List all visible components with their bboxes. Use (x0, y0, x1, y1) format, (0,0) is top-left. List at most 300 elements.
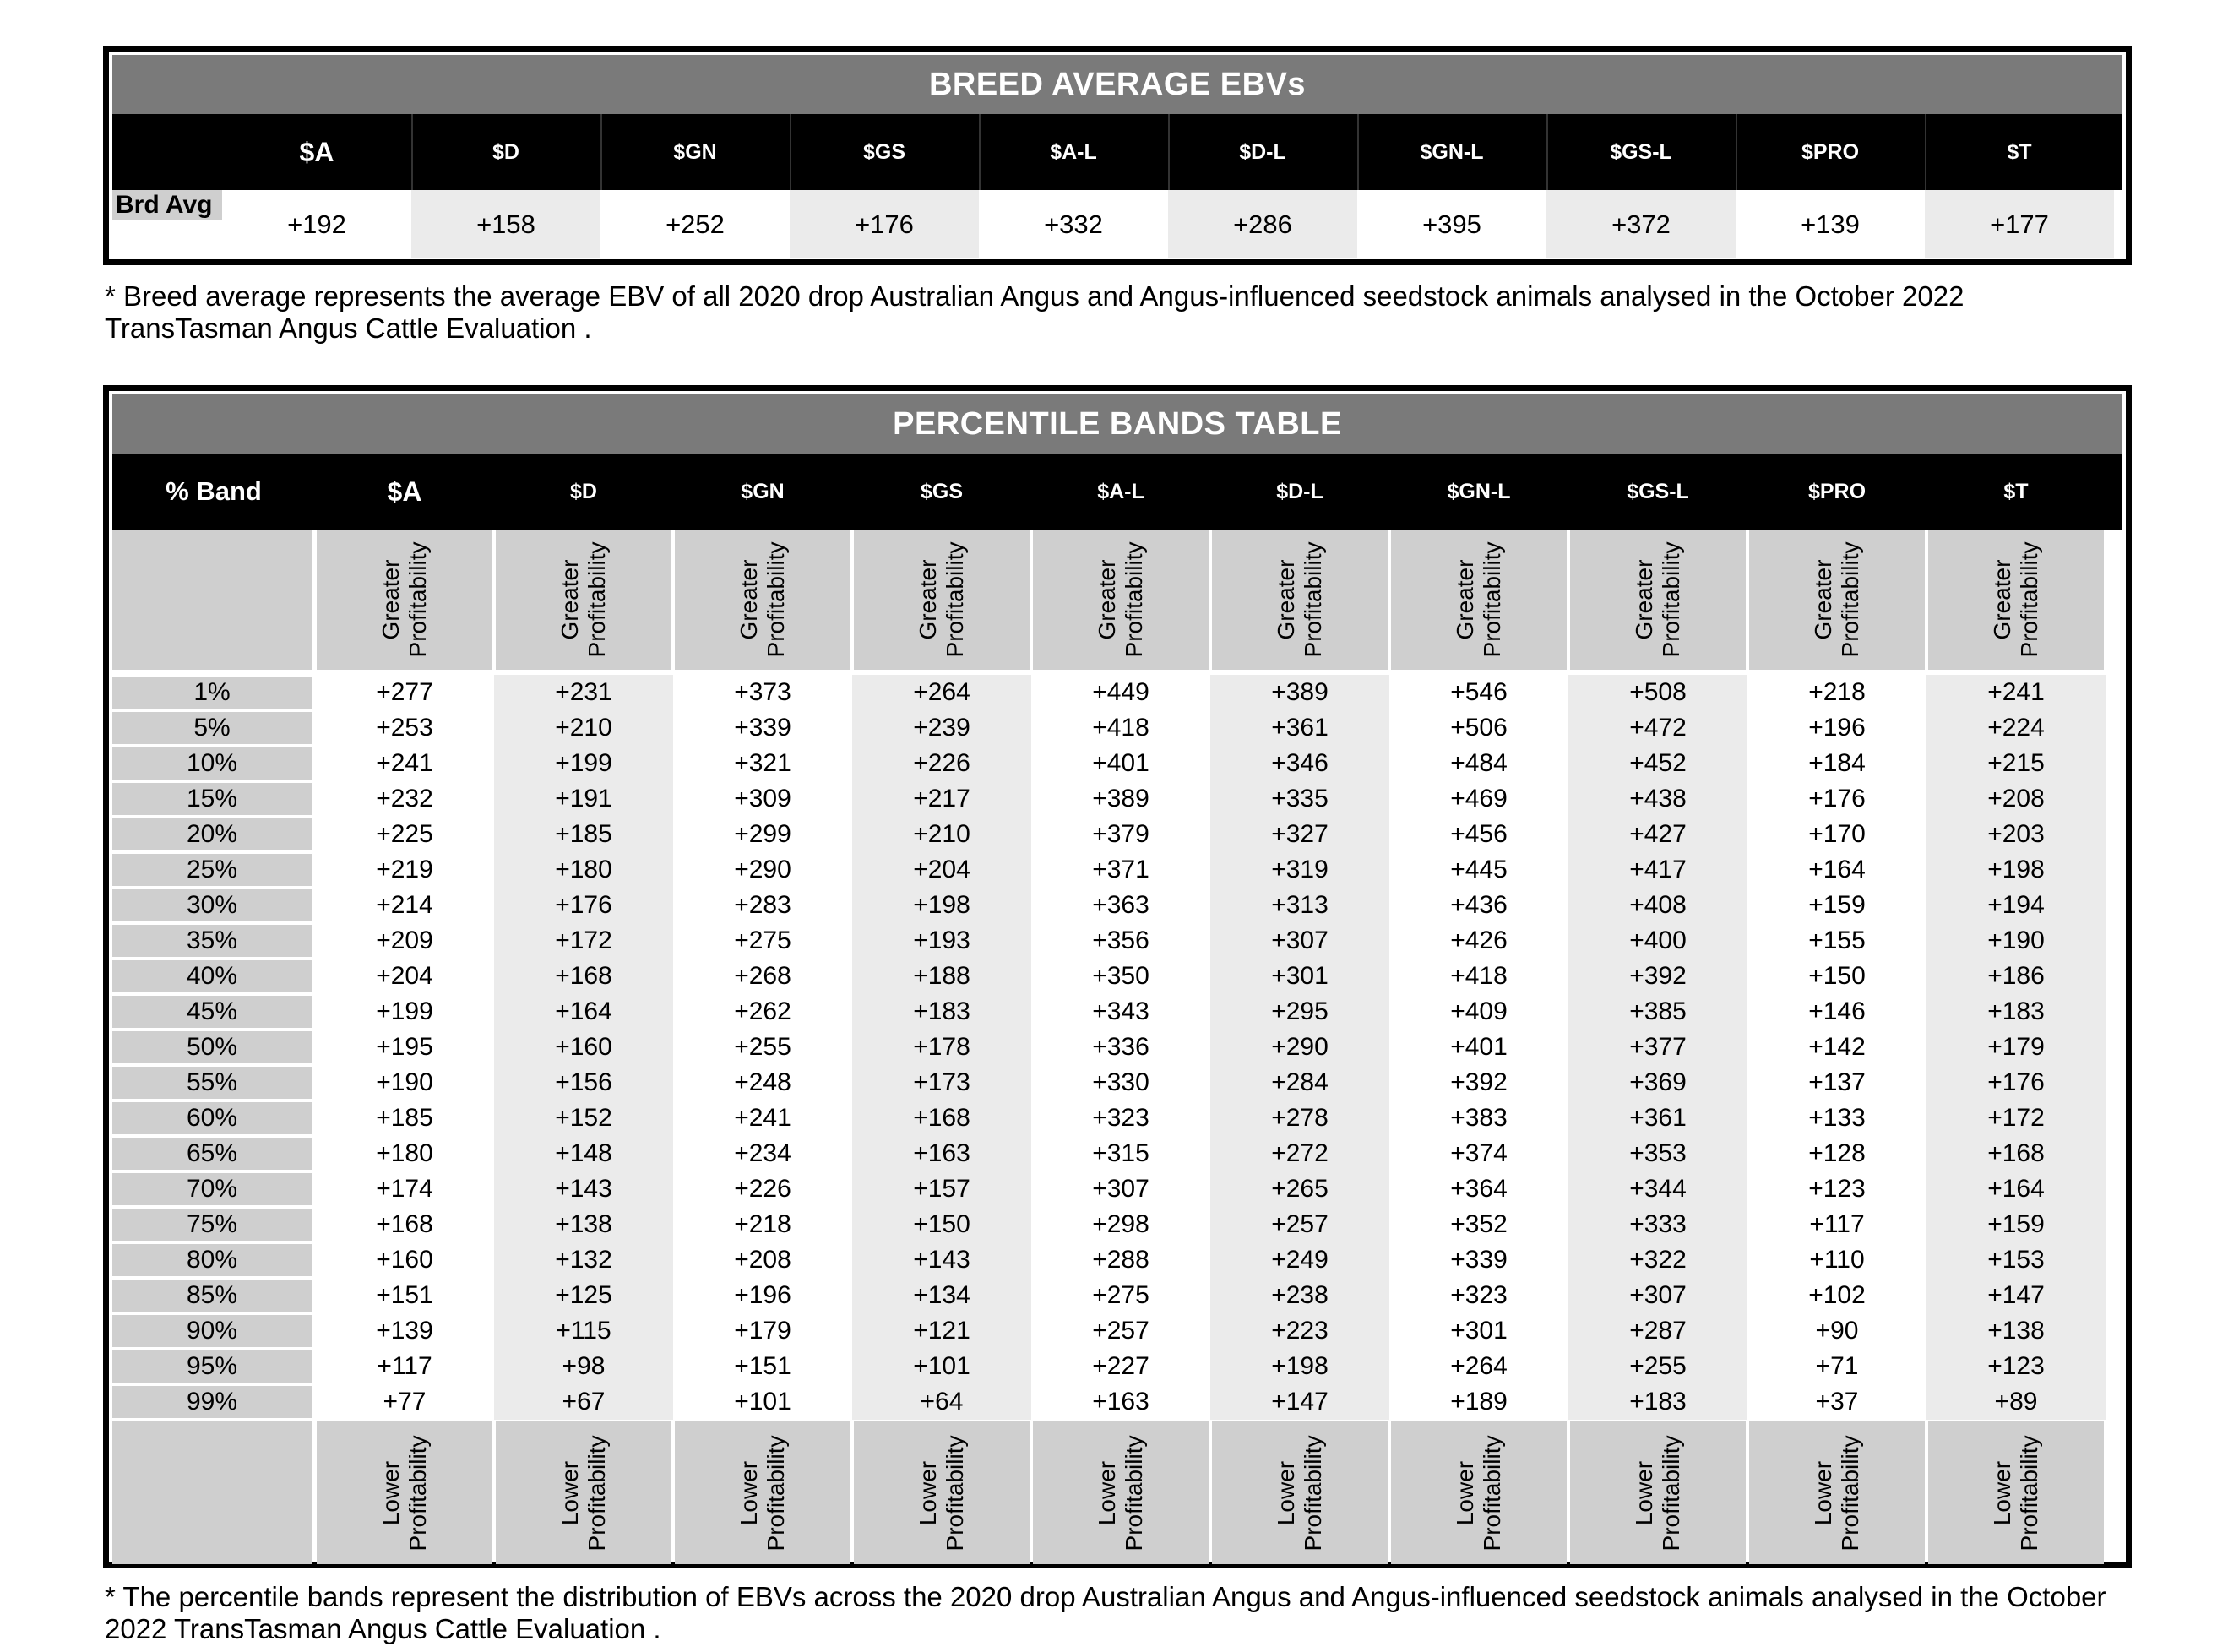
percentile-value-cell: +241 (734, 1104, 791, 1132)
percentile-value-cell: +484 (1450, 749, 1508, 777)
percentile-value-cell: +159 (1987, 1210, 2045, 1238)
band-label: 80% (112, 1244, 312, 1276)
percentile-value-cell: +196 (1808, 714, 1866, 742)
breed-average-value-cell: +192 (222, 190, 411, 258)
band-label: 5% (112, 712, 312, 744)
lower-profitability-cell (1928, 1421, 2104, 1564)
percentile-value-cell: +176 (555, 891, 612, 919)
percentile-value-cell: +155 (1808, 927, 1866, 954)
percentile-value-cell: +322 (1629, 1246, 1687, 1274)
breed-average-footnote: * Breed average represents the average EBV of all 2020 drop Australian Angus and Angus-influenced seedstock animals analysed in the October 2022 TransTasman Angus Cattle Evaluation . (105, 280, 1964, 344)
greater-profitability-cell (1212, 530, 1388, 670)
band-label: 50% (112, 1031, 312, 1063)
percentile-header-row (112, 454, 2122, 530)
percentile-value-cell: +134 (913, 1281, 970, 1309)
percentile-bands-table (103, 385, 2132, 1568)
percentile-value-cell: +194 (1987, 891, 2045, 919)
lower-profitability-label: Lower Profitability (736, 1435, 789, 1551)
band-label: 10% (112, 747, 312, 780)
percentile-value-cell: +168 (376, 1210, 433, 1238)
percentile-value-cell: +255 (1629, 1352, 1687, 1380)
percentile-value-cell: +427 (1629, 820, 1687, 848)
percentile-value-cell: +319 (1271, 856, 1329, 883)
breed-average-header-cell: $D (492, 139, 519, 164)
percentile-value-cell: +209 (376, 927, 433, 954)
percentile-value-cell: +374 (1450, 1139, 1508, 1167)
percentile-value-cell: +123 (1808, 1175, 1866, 1203)
band-label: 70% (112, 1173, 312, 1205)
percentile-value-cell: +215 (1987, 749, 2045, 777)
percentile-value-cell: +143 (555, 1175, 612, 1203)
percentile-value-cell: +163 (1092, 1388, 1149, 1416)
band-header: % Band (166, 476, 262, 506)
percentile-value-cell: +223 (1271, 1317, 1329, 1345)
percentile-value-cell: +417 (1629, 856, 1687, 883)
percentile-value-cell: +392 (1450, 1068, 1508, 1096)
lower-profitability-label: Lower Profitability (1452, 1435, 1505, 1551)
header-separator (1546, 114, 1548, 190)
percentile-value-cell: +265 (1271, 1175, 1329, 1203)
percentile-value-cell: +333 (1629, 1210, 1687, 1238)
percentile-value-cell: +264 (1450, 1352, 1508, 1380)
percentile-value-cell: +146 (1808, 997, 1866, 1025)
header-separator (1925, 114, 1926, 190)
lower-profitability-label: Lower Profitability (1989, 1435, 2042, 1551)
percentile-value-cell: +315 (1092, 1139, 1149, 1167)
percentile-value-cell: +309 (734, 785, 791, 812)
percentile-value-cell: +469 (1450, 785, 1508, 812)
percentile-value-cell: +164 (1808, 856, 1866, 883)
percentile-value-cell: +226 (913, 749, 970, 777)
breed-average-value-cell: +158 (411, 190, 600, 258)
percentile-value-cell: +219 (376, 856, 433, 883)
breed-average-header-cell: $A (299, 136, 334, 167)
greater-profitability-label: Greater Profitability (736, 541, 789, 658)
percentile-value-cell: +298 (1092, 1210, 1149, 1238)
percentile-value-cell: +301 (1271, 962, 1329, 990)
breed-average-title: BREED AVERAGE EBVs (112, 55, 2122, 114)
percentile-value-cell: +174 (376, 1175, 433, 1203)
percentile-value-cell: +210 (913, 820, 970, 848)
breed-average-header-cell: $GN (673, 139, 717, 164)
percentile-header-cell: $A-L (1097, 479, 1144, 503)
percentile-value-cell: +183 (1987, 997, 2045, 1025)
band-label: 15% (112, 783, 312, 815)
band-label: 20% (112, 818, 312, 850)
greater-profitability-label: Greater Profitability (915, 541, 968, 658)
percentile-value-cell: +204 (913, 856, 970, 883)
percentile-value-cell: +335 (1271, 785, 1329, 812)
greater-profitability-cell (1928, 530, 2104, 670)
percentile-value-cell: +121 (913, 1317, 970, 1345)
percentile-value-cell: +89 (1994, 1388, 2038, 1416)
lower-profitability-cell (317, 1421, 492, 1564)
lower-profitability-cell (675, 1421, 850, 1564)
greater-profitability-label: Greater Profitability (1094, 541, 1147, 658)
percentile-value-cell: +217 (913, 785, 970, 812)
breed-average-header-cell: $PRO (1801, 139, 1860, 164)
percentile-value-cell: +179 (734, 1317, 791, 1345)
band-label: 35% (112, 925, 312, 957)
band-label: 65% (112, 1138, 312, 1170)
breed-average-header-cell: $GS (862, 139, 906, 164)
percentile-value-cell: +436 (1450, 891, 1508, 919)
greater-profitability-label: Greater Profitability (557, 541, 610, 658)
greater-profitability-cell (675, 530, 850, 670)
percentile-value-cell: +401 (1450, 1033, 1508, 1061)
percentile-value-cell: +157 (913, 1175, 970, 1203)
percentile-value-cell: +137 (1808, 1068, 1866, 1096)
breed-average-value-cell: +176 (790, 190, 979, 258)
percentile-value-cell: +150 (1808, 962, 1866, 990)
percentile-value-cell: +188 (913, 962, 970, 990)
percentile-value-cell: +198 (1271, 1352, 1329, 1380)
percentile-value-cell: +290 (1271, 1033, 1329, 1061)
band-label: 90% (112, 1315, 312, 1347)
percentile-value-cell: +272 (1271, 1139, 1329, 1167)
breed-average-header-cell: $GS-L (1610, 139, 1672, 164)
percentile-value-cell: +190 (1987, 927, 2045, 954)
percentile-value-cell: +147 (1271, 1388, 1329, 1416)
percentile-value-cell: +268 (734, 962, 791, 990)
percentile-value-cell: +152 (555, 1104, 612, 1132)
percentile-value-cell: +203 (1987, 820, 2045, 848)
greater-profitability-label: Greater Profitability (1452, 541, 1505, 658)
percentile-value-cell: +408 (1629, 891, 1687, 919)
percentile-value-cell: +168 (555, 962, 612, 990)
percentile-value-cell: +327 (1271, 820, 1329, 848)
percentile-value-cell: +508 (1629, 678, 1687, 706)
band-label: 55% (112, 1067, 312, 1099)
percentile-value-cell: +164 (1987, 1175, 2045, 1203)
percentile-value-cell: +400 (1629, 927, 1687, 954)
percentile-value-cell: +117 (1809, 1210, 1865, 1238)
percentile-value-cell: +227 (1092, 1352, 1149, 1380)
percentile-value-cell: +445 (1450, 856, 1508, 883)
band-label: 85% (112, 1280, 312, 1312)
percentile-value-cell: +323 (1092, 1104, 1149, 1132)
percentile-value-cell: +418 (1092, 714, 1149, 742)
percentile-header-cell: $GS (920, 479, 964, 503)
percentile-value-cell: +193 (913, 927, 970, 954)
percentile-value-cell: +199 (555, 749, 612, 777)
percentile-value-cell: +224 (1987, 714, 2045, 742)
percentile-value-cell: +241 (376, 749, 433, 777)
lower-profitability-cell (1749, 1421, 1925, 1564)
percentile-value-cell: +264 (913, 678, 970, 706)
percentile-value-cell: +179 (1987, 1033, 2045, 1061)
percentile-value-cell: +323 (1450, 1281, 1508, 1309)
percentile-value-cell: +356 (1092, 927, 1149, 954)
percentile-value-cell: +115 (556, 1317, 611, 1345)
percentile-value-cell: +238 (1271, 1281, 1329, 1309)
percentile-bands-title: PERCENTILE BANDS TABLE (112, 394, 2122, 454)
percentile-header-cell: $PRO (1807, 479, 1867, 503)
percentile-value-cell: +339 (734, 714, 791, 742)
percentile-value-cell: +185 (555, 820, 612, 848)
band-top-blank (112, 530, 312, 670)
lower-profitability-label: Lower Profitability (378, 1435, 431, 1551)
percentile-value-cell: +438 (1629, 785, 1687, 812)
percentile-value-cell: +168 (913, 1104, 970, 1132)
percentile-value-cell: +283 (734, 891, 791, 919)
percentile-value-cell: +176 (1987, 1068, 2045, 1096)
percentile-value-cell: +218 (1808, 678, 1866, 706)
percentile-value-cell: +210 (555, 714, 612, 742)
lower-profitability-label: Lower Profitability (1273, 1435, 1326, 1551)
percentile-value-cell: +191 (555, 785, 612, 812)
lower-profitability-cell (854, 1421, 1030, 1564)
percentile-value-cell: +133 (1808, 1104, 1866, 1132)
lower-profitability-cell (1391, 1421, 1567, 1564)
percentile-header-cell: $A (387, 475, 422, 507)
greater-profitability-label: Greater Profitability (1989, 541, 2042, 658)
greater-profitability-cell (854, 530, 1030, 670)
percentile-value-cell: +64 (920, 1388, 964, 1416)
header-separator (600, 114, 602, 190)
percentile-header-cell: $T (2003, 479, 2029, 503)
percentile-value-cell: +156 (555, 1068, 612, 1096)
percentile-value-cell: +232 (376, 785, 433, 812)
lower-profitability-cell (1570, 1421, 1746, 1564)
greater-profitability-cell (317, 530, 492, 670)
header-separator (1736, 114, 1737, 190)
percentile-value-cell: +295 (1271, 997, 1329, 1025)
percentile-value-cell: +275 (1092, 1281, 1149, 1309)
percentile-value-cell: +132 (555, 1246, 612, 1274)
percentile-value-cell: +369 (1629, 1068, 1687, 1096)
percentile-body (112, 530, 2122, 1558)
percentile-value-cell: +364 (1450, 1175, 1508, 1203)
percentile-value-cell: +180 (376, 1139, 433, 1167)
breed-average-value-cell: +332 (979, 190, 1168, 258)
percentile-value-cell: +361 (1271, 714, 1329, 742)
breed-average-value-cell: +395 (1357, 190, 1546, 258)
percentile-value-cell: +101 (913, 1352, 970, 1380)
percentile-value-cell: +288 (1092, 1246, 1149, 1274)
greater-profitability-label: Greater Profitability (1273, 541, 1326, 658)
greater-profitability-label: Greater Profitability (1631, 541, 1684, 658)
percentile-value-cell: +506 (1450, 714, 1508, 742)
percentile-value-cell: +128 (1808, 1139, 1866, 1167)
percentile-value-cell: +409 (1450, 997, 1508, 1025)
percentile-value-cell: +472 (1629, 714, 1687, 742)
percentile-value-cell: +71 (1815, 1352, 1859, 1380)
breed-average-value-cell: +372 (1546, 190, 1736, 258)
lower-profitability-label: Lower Profitability (1810, 1435, 1863, 1551)
percentile-value-cell: +190 (376, 1068, 433, 1096)
percentile-value-cell: +307 (1092, 1175, 1149, 1203)
percentile-value-cell: +226 (734, 1175, 791, 1203)
percentile-value-cell: +426 (1450, 927, 1508, 954)
percentile-value-cell: +363 (1092, 891, 1149, 919)
lower-profitability-cell (1033, 1421, 1209, 1564)
percentile-value-cell: +123 (1987, 1352, 2045, 1380)
percentile-value-cell: +198 (913, 891, 970, 919)
percentile-value-cell: +389 (1092, 785, 1149, 812)
header-separator (1357, 114, 1359, 190)
band-label: 95% (112, 1350, 312, 1383)
percentile-value-cell: +168 (1987, 1139, 2045, 1167)
percentile-value-cell: +239 (913, 714, 970, 742)
band-label: 30% (112, 889, 312, 921)
percentile-value-cell: +231 (555, 678, 612, 706)
percentile-value-cell: +401 (1092, 749, 1149, 777)
percentile-value-cell: +147 (1987, 1281, 2045, 1309)
breed-average-row-label: Brd Avg (112, 190, 222, 220)
percentile-header-cell: $GN-L (1447, 479, 1511, 503)
breed-average-value-row (112, 190, 2122, 258)
breed-average-table (103, 46, 2132, 265)
percentile-value-cell: +277 (376, 678, 433, 706)
percentile-value-cell: +172 (1987, 1104, 2045, 1132)
percentile-value-cell: +102 (1808, 1281, 1866, 1309)
percentile-value-cell: +164 (555, 997, 612, 1025)
breed-average-value-cell: +286 (1168, 190, 1357, 258)
lower-profitability-label: Lower Profitability (557, 1435, 610, 1551)
band-label: 40% (112, 960, 312, 992)
percentile-value-cell: +546 (1450, 678, 1508, 706)
header-separator (979, 114, 981, 190)
percentile-value-cell: +262 (734, 997, 791, 1025)
percentile-value-cell: +195 (376, 1033, 433, 1061)
percentile-value-cell: +138 (555, 1210, 612, 1238)
percentile-value-cell: +377 (1629, 1033, 1687, 1061)
breed-average-header-cell: $GN-L (1420, 139, 1484, 164)
percentile-value-cell: +383 (1450, 1104, 1508, 1132)
percentile-value-cell: +184 (1808, 749, 1866, 777)
percentile-value-cell: +160 (555, 1033, 612, 1061)
percentile-value-cell: +234 (734, 1139, 791, 1167)
percentile-value-cell: +143 (913, 1246, 970, 1274)
percentile-value-cell: +214 (376, 891, 433, 919)
percentile-value-cell: +330 (1092, 1068, 1149, 1096)
breed-average-inner (112, 55, 2122, 256)
percentile-value-cell: +339 (1450, 1246, 1508, 1274)
percentile-value-cell: +253 (376, 714, 433, 742)
percentile-value-cell: +287 (1629, 1317, 1687, 1345)
percentile-value-cell: +189 (1450, 1388, 1508, 1416)
percentile-value-cell: +379 (1092, 820, 1149, 848)
percentile-value-cell: +361 (1629, 1104, 1687, 1132)
percentile-value-cell: +183 (1629, 1388, 1687, 1416)
percentile-value-cell: +452 (1629, 749, 1687, 777)
greater-profitability-cell (1749, 530, 1925, 670)
percentile-value-cell: +138 (1987, 1317, 2045, 1345)
percentile-value-cell: +278 (1271, 1104, 1329, 1132)
band-label: 60% (112, 1102, 312, 1134)
percentile-value-cell: +241 (1987, 678, 2045, 706)
percentile-value-cell: +185 (376, 1104, 433, 1132)
percentile-value-cell: +196 (734, 1281, 791, 1309)
percentile-value-cell: +299 (734, 820, 791, 848)
breed-average-header-row (112, 114, 2122, 190)
band-bottom-blank (112, 1421, 312, 1564)
lower-profitability-label: Lower Profitability (915, 1435, 968, 1551)
percentile-value-cell: +385 (1629, 997, 1687, 1025)
breed-average-value-cell: +177 (1925, 190, 2114, 258)
percentile-value-cell: +218 (734, 1210, 791, 1238)
percentile-value-cell: +208 (1987, 785, 2045, 812)
percentile-value-cell: +307 (1271, 927, 1329, 954)
percentile-footnote: * The percentile bands represent the distribution of EBVs across the 2020 drop Australian Angus and Angus-influenced seedstock animals analysed in the October 2022 TransTasman Angus Cattle Evaluation . (105, 1581, 2106, 1644)
percentile-value-cell: +170 (1808, 820, 1866, 848)
percentile-value-cell: +204 (376, 962, 433, 990)
percentile-value-cell: +346 (1271, 749, 1329, 777)
percentile-value-cell: +344 (1629, 1175, 1687, 1203)
percentile-value-cell: +183 (913, 997, 970, 1025)
percentile-value-cell: +350 (1092, 962, 1149, 990)
band-label: 75% (112, 1209, 312, 1241)
percentile-value-cell: +199 (376, 997, 433, 1025)
percentile-value-cell: +307 (1629, 1281, 1687, 1309)
percentile-value-cell: +343 (1092, 997, 1149, 1025)
percentile-value-cell: +336 (1092, 1033, 1149, 1061)
percentile-value-cell: +389 (1271, 678, 1329, 706)
percentile-value-cell: +150 (913, 1210, 970, 1238)
percentile-value-cell: +257 (1092, 1317, 1149, 1345)
band-label: 1% (112, 677, 312, 709)
percentile-value-cell: +142 (1808, 1033, 1866, 1061)
percentile-value-cell: +101 (734, 1388, 791, 1416)
percentile-value-cell: +373 (734, 678, 791, 706)
greater-profitability-label: Greater Profitability (1810, 541, 1863, 658)
percentile-value-cell: +301 (1450, 1317, 1508, 1345)
percentile-value-cell: +117 (377, 1352, 432, 1380)
percentile-value-cell: +418 (1450, 962, 1508, 990)
lower-profitability-label: Lower Profitability (1094, 1435, 1147, 1551)
percentile-value-cell: +173 (913, 1068, 970, 1096)
percentile-value-cell: +125 (555, 1281, 612, 1309)
percentile-value-cell: +151 (376, 1281, 433, 1309)
percentile-value-cell: +172 (555, 927, 612, 954)
percentile-value-cell: +321 (734, 749, 791, 777)
breed-average-header-cell: $D-L (1239, 139, 1286, 164)
percentile-value-cell: +139 (376, 1317, 433, 1345)
percentile-value-cell: +186 (1987, 962, 2045, 990)
percentile-value-cell: +67 (562, 1388, 606, 1416)
header-separator (1168, 114, 1170, 190)
percentile-value-cell: +371 (1092, 856, 1149, 883)
greater-profitability-cell (496, 530, 671, 670)
band-label: 45% (112, 996, 312, 1028)
percentile-header-cell: $D (570, 479, 597, 503)
percentile-value-cell: +160 (376, 1246, 433, 1274)
percentile-value-cell: +198 (1987, 856, 2045, 883)
percentile-value-cell: +178 (913, 1033, 970, 1061)
breed-average-header-cell: $T (2007, 139, 2032, 164)
percentile-value-cell: +159 (1808, 891, 1866, 919)
percentile-value-cell: +98 (562, 1352, 606, 1380)
percentile-value-cell: +225 (376, 820, 433, 848)
percentile-value-cell: +284 (1271, 1068, 1329, 1096)
greater-profitability-cell (1391, 530, 1567, 670)
lower-profitability-cell (1212, 1421, 1388, 1564)
percentile-value-cell: +275 (734, 927, 791, 954)
percentile-value-cell: +180 (555, 856, 612, 883)
percentile-value-cell: +163 (913, 1139, 970, 1167)
percentile-header-cell: $GN (741, 479, 785, 503)
percentile-value-cell: +176 (1808, 785, 1866, 812)
percentile-value-cell: +449 (1092, 678, 1149, 706)
percentile-value-cell: +313 (1271, 891, 1329, 919)
greater-profitability-label: Greater Profitability (378, 541, 431, 658)
percentile-value-cell: +353 (1629, 1139, 1687, 1167)
greater-profitability-cell (1033, 530, 1209, 670)
percentile-value-cell: +249 (1271, 1246, 1329, 1274)
percentile-value-cell: +352 (1450, 1210, 1508, 1238)
breed-average-label-fill (112, 220, 222, 258)
